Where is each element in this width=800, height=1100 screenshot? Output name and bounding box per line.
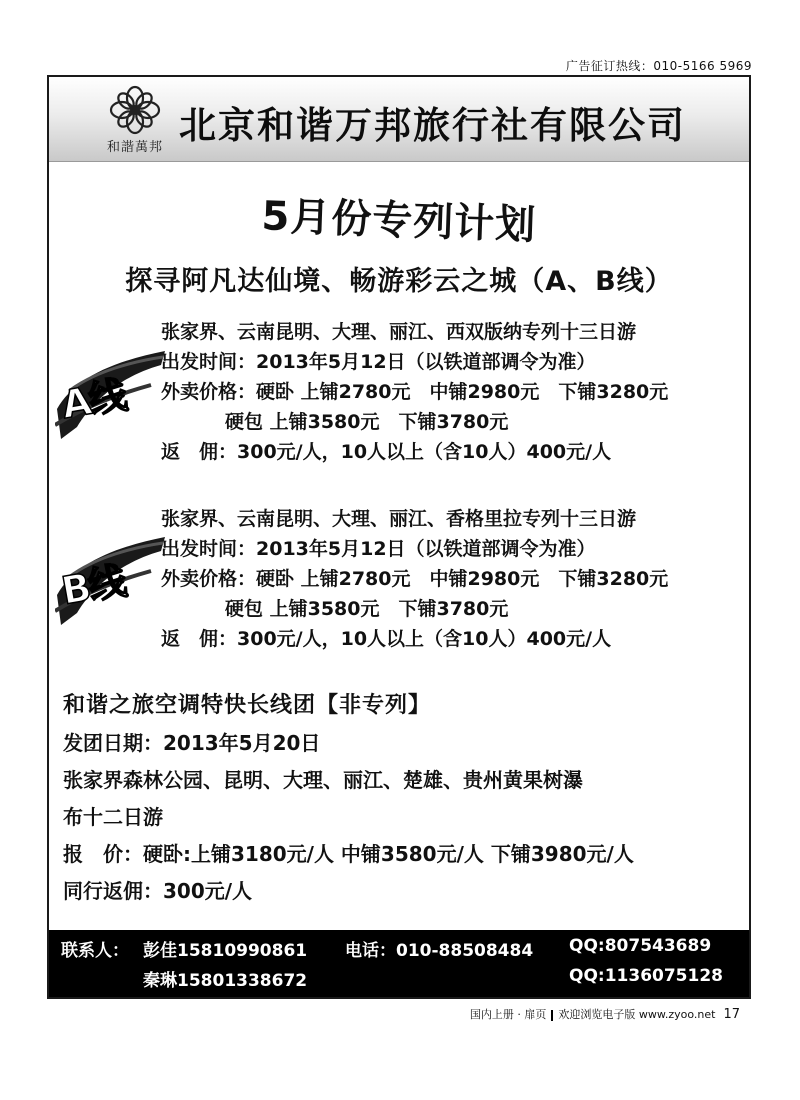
non-special-commission: 同行返佣：300元/人 <box>63 879 253 903</box>
route-b-commission: 返 佣：300元/人，10人以上（含10人）400元/人 <box>161 628 612 650</box>
route-a-price-sleeper: 外卖价格：硬卧 上铺2780元 中铺2980元 下铺3280元 <box>161 381 669 403</box>
company-logo <box>85 85 185 157</box>
route-a-badge <box>55 347 167 447</box>
route-b-price-sleeper: 外卖价格：硬卧 上铺2780元 中铺2980元 下铺3280元 <box>161 568 669 590</box>
footer-section: 国内上册 · 扉页 <box>469 1008 547 1021</box>
non-special-route: 张家界森林公园、昆明、大理、丽江、楚雄、贵州黄果树瀑 <box>63 768 583 792</box>
logo-text: 和諧萬邦 <box>106 140 163 155</box>
non-special-price: 报 价：硬卧:上铺3180元/人 中铺3580元/人 下铺3980元/人 <box>63 842 634 866</box>
route-a-details <box>161 317 749 467</box>
page-number: 17 <box>723 1007 740 1022</box>
contact-qq-1: QQ:807543689 <box>569 936 712 956</box>
page-footer <box>470 1006 740 1022</box>
ad-hotline: 广告征订热线：010-5166 5969 <box>565 59 752 73</box>
route-b-price-soft: 硬包 上铺3580元 下铺3780元 <box>225 598 509 620</box>
route-a-departure: 出发时间：2013年5月12日（以铁道部调令为准） <box>161 351 596 373</box>
contact-person-2: 秦琳15801338672 <box>143 971 308 991</box>
route-a-price-soft: 硬包 上铺3580元 下铺3780元 <box>225 411 509 433</box>
non-special-date: 发团日期：2013年5月20日 <box>63 731 321 755</box>
route-a-label: A线 <box>58 372 129 428</box>
contact-qq-2: QQ:1136075128 <box>569 966 723 986</box>
route-b-label: B线 <box>58 558 128 614</box>
plan-title: 5月份专列计划 <box>260 193 538 249</box>
non-special-route-cont: 布十二日游 <box>63 805 163 829</box>
contact-label: 联系人： <box>61 941 129 961</box>
company-header <box>49 77 749 162</box>
route-b-name: 张家界、云南昆明、大理、丽江、香格里拉专列十三日游 <box>161 508 637 530</box>
contact-bar <box>49 930 749 997</box>
non-special-title: 和谐之旅空调特快长线团【非专列】 <box>63 693 432 718</box>
company-name: 北京和谐万邦旅行社有限公司 <box>179 104 686 147</box>
footer-divider <box>551 1010 553 1021</box>
route-a-name: 张家界、云南昆明、大理、丽江、西双版纳专列十三日游 <box>161 321 637 343</box>
non-special-section <box>63 687 743 910</box>
route-b-badge <box>55 533 167 633</box>
footer-tagline: 欢迎浏览电子版 www.zyoo.net <box>558 1008 716 1021</box>
route-subtitle: 探寻阿凡达仙境、畅游彩云之城（A、B线） <box>125 266 673 297</box>
advertisement-frame <box>47 75 751 999</box>
route-a-commission: 返 佣：300元/人，10人以上（含10人）400元/人 <box>161 441 612 463</box>
flower-logo-icon <box>109 85 161 135</box>
route-b-details <box>161 504 749 654</box>
route-b-departure: 出发时间：2013年5月12日（以铁道部调令为准） <box>161 538 596 560</box>
contact-phone: 电话：010-88508484 <box>345 941 534 961</box>
contact-person-1: 彭佳15810990861 <box>143 941 308 961</box>
